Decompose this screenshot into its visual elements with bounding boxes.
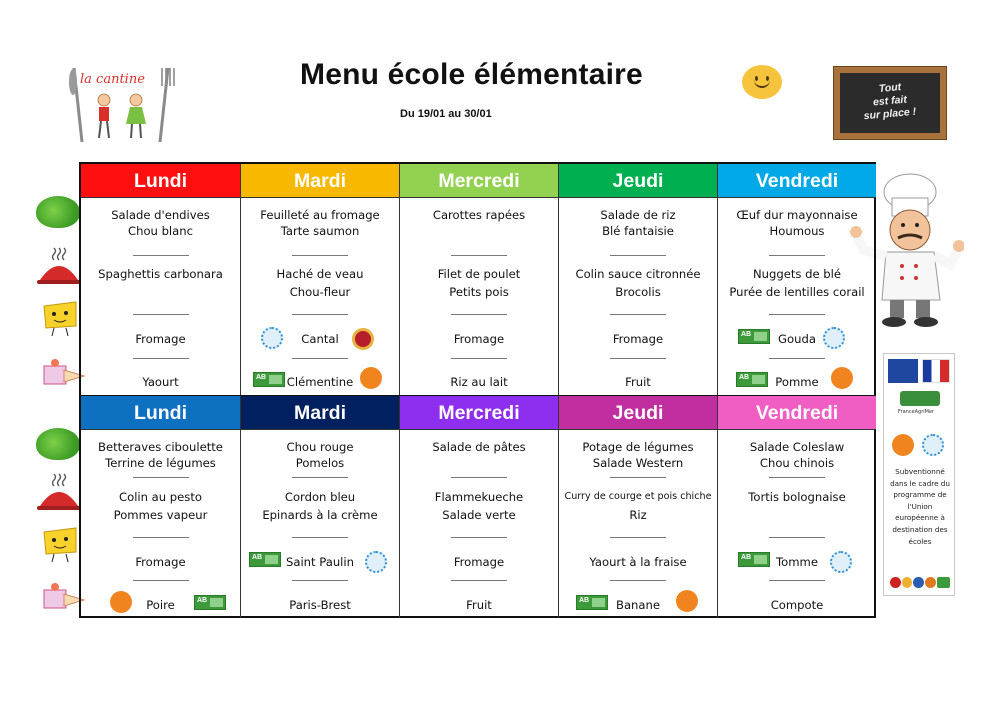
entree-line: Salade d'endives — [111, 208, 210, 222]
day-header: Mercredi — [400, 164, 558, 198]
day-column — [717, 164, 876, 395]
subsidy-text: Subventionné dans le cadre du programme de l'Union européenne à destination des écoles — [890, 467, 950, 546]
day-header: Vendredi — [718, 164, 876, 198]
ab-icon — [937, 577, 951, 588]
fruit-school-label-icon — [831, 367, 853, 389]
day-column — [399, 396, 558, 618]
day-column — [240, 396, 399, 618]
entree-line: Carottes rapées — [432, 208, 526, 222]
cantine-logo — [66, 64, 178, 146]
smiley-icon — [742, 65, 782, 99]
aop-icon — [902, 577, 913, 588]
plat-line: Brocolis — [615, 285, 661, 299]
entree-line: Terrine de légumes — [105, 456, 216, 470]
dessert-line: Fruit — [466, 598, 492, 612]
plat-line: Chou-fleur — [289, 285, 351, 299]
lettuce-icon — [36, 196, 80, 228]
cloche-icon — [36, 246, 82, 274]
plat-line: Nuggets de blé — [752, 267, 842, 281]
fromage-line: Cantal — [301, 332, 339, 346]
plat-line: Riz — [629, 508, 647, 522]
plat-line: Flammekueche — [434, 490, 524, 504]
day-header: Vendredi — [718, 396, 876, 430]
day-header: Mercredi — [400, 396, 558, 430]
day-header: Jeudi — [559, 164, 717, 198]
fromage-line: Fromage — [612, 332, 664, 346]
plat-line: Purée de lentilles corail — [729, 285, 865, 299]
chalk-line: sur place ! — [863, 105, 917, 123]
chalkboard-sign — [834, 67, 946, 139]
entree-line: Salade Western — [592, 456, 684, 470]
fromage-line: Fromage — [453, 332, 505, 346]
program-logos — [892, 430, 948, 460]
fruit-vegetables-label-icon — [922, 434, 944, 456]
fromage-line: Tomme — [776, 555, 818, 569]
date-range: Du 19/01 au 30/01 — [400, 108, 492, 120]
entree-line: Chou chinois — [759, 456, 835, 470]
eu-subsidy-panel — [883, 353, 955, 596]
plat-line: Tortis bolognaise — [748, 490, 846, 504]
organic-label-icon — [194, 595, 226, 610]
fromage-line: Fromage — [135, 555, 186, 569]
dessert-line: Fruit — [625, 375, 651, 389]
week-1 — [81, 164, 876, 395]
week-2 — [81, 396, 876, 618]
plat-line: Petits pois — [449, 285, 509, 299]
cheese-icon — [42, 524, 78, 562]
entree-line: Feuilleté au fromage — [260, 208, 380, 222]
dessert-line: Banane — [616, 598, 660, 612]
day-header: Lundi — [81, 164, 240, 198]
fruit-school-label-icon — [892, 434, 914, 456]
fruit-vegetables-label-icon — [830, 551, 852, 573]
fromage-line: Saint Paulin — [286, 555, 354, 569]
entree-line: Betteraves ciboulette — [98, 440, 223, 454]
igp-icon — [913, 577, 924, 588]
day-header: Mardi — [241, 396, 399, 430]
plat-line: Pommes vapeur — [113, 508, 208, 522]
plat-line: Curry de courge et pois chiche — [564, 491, 712, 502]
cheese-icon — [42, 298, 78, 336]
dessert-line: Paris-Brest — [289, 598, 351, 612]
fromage-line: Yaourt à la fraise — [589, 555, 687, 569]
plat-line: Cordon bleu — [284, 490, 356, 504]
day-header: Mardi — [241, 164, 399, 198]
chalk-line: Tout — [878, 81, 902, 95]
dessert-line: Compote — [770, 598, 824, 612]
fruit-school-label-icon — [676, 590, 698, 612]
dessert-line: Riz au lait — [450, 375, 508, 389]
day-column — [81, 396, 240, 618]
fruit-vegetables-label-icon — [823, 327, 845, 349]
menu-table — [79, 162, 876, 618]
dessert-line: Yaourt — [142, 375, 179, 389]
entree-line: Chou blanc — [128, 224, 193, 238]
dessert-line: Pomme — [775, 375, 819, 389]
plat-line: Spaghettis carbonara — [98, 267, 223, 281]
day-column — [558, 164, 717, 395]
day-header: Jeudi — [559, 396, 717, 430]
page-title: Menu école élémentaire — [300, 58, 643, 91]
plat-line: Filet de poulet — [437, 267, 521, 281]
chalk-line: est fait — [872, 93, 908, 109]
entree-line: Pomelos — [295, 456, 345, 470]
franceagrimer-logo — [900, 391, 940, 406]
day-header: Lundi — [81, 396, 240, 430]
cloche-icon — [36, 472, 82, 500]
fromage-line: Fromage — [453, 555, 505, 569]
day-column — [558, 396, 717, 618]
entree-line: Œuf dur mayonnaise — [736, 208, 858, 222]
day-column — [399, 164, 558, 395]
plat-line: Colin sauce citronnée — [575, 267, 701, 281]
dessert-line: Clémentine — [286, 375, 354, 389]
franceagrimer-text: FranceAgriMer — [898, 409, 935, 415]
entree-line: Chou rouge — [286, 440, 354, 454]
plat-line: Salade verte — [442, 508, 516, 522]
entree-line: Tarte saumon — [280, 224, 360, 238]
fruit-school-label-icon — [360, 367, 382, 389]
quality-labels — [890, 572, 950, 592]
fromage-line: Gouda — [778, 332, 816, 346]
stg-icon — [925, 577, 936, 588]
logo-text: la cantine — [80, 72, 145, 87]
french-flag-icon — [922, 359, 950, 383]
label-rouge-icon — [890, 577, 901, 588]
entree-line: Salade Coleslaw — [749, 440, 845, 454]
lettuce-icon — [36, 428, 80, 460]
entree-line: Houmous — [769, 224, 825, 238]
entree-line: Potage de légumes — [582, 440, 694, 454]
plat-line: Colin au pesto — [119, 490, 202, 504]
fromage-line: Fromage — [135, 332, 186, 346]
entree-line: Salade de riz — [600, 208, 676, 222]
entree-line: Blé fantaisie — [602, 224, 674, 238]
dessert-line: Poire — [146, 598, 175, 612]
flags — [888, 359, 950, 385]
day-column — [240, 164, 399, 395]
fruit-vegetables-label-icon — [365, 551, 387, 573]
plat-line: Haché de veau — [276, 267, 364, 281]
day-column — [81, 164, 240, 395]
plat-line: Epinards à la crème — [262, 508, 378, 522]
entree-line: Salade de pâtes — [432, 440, 526, 454]
aop-label-icon — [352, 328, 374, 350]
eu-flag-icon — [888, 359, 918, 383]
day-column — [717, 396, 876, 618]
